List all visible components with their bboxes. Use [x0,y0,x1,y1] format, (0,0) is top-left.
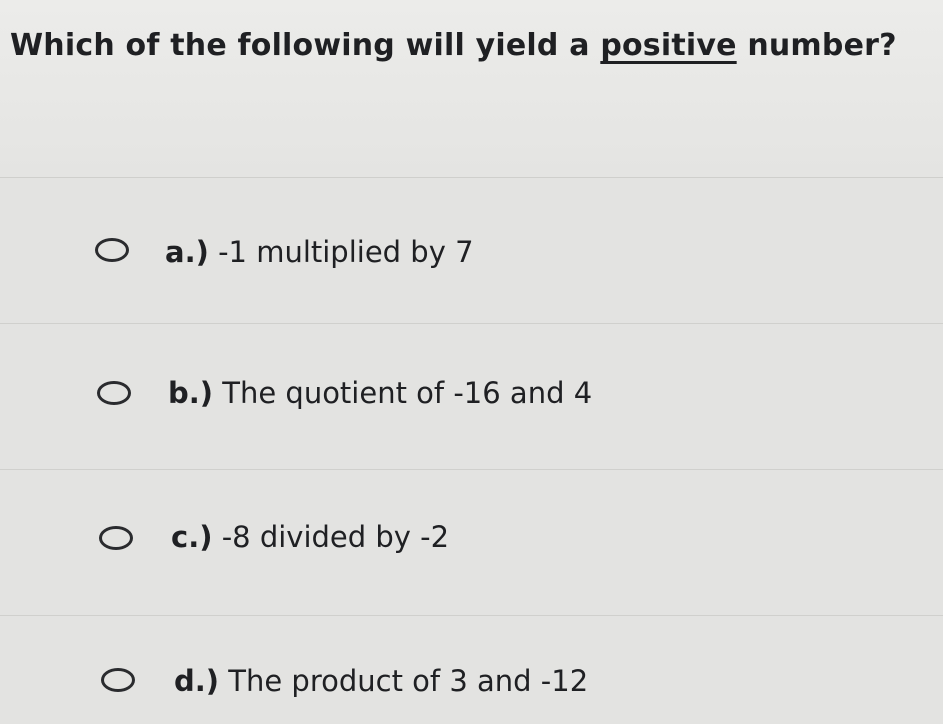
option-d-letter: d.) [174,664,220,698]
option-b[interactable] [0,324,943,470]
option-d-text: The product of 3 and -12 [228,664,589,698]
option-c-label [171,520,449,554]
option-b-letter: b.) [168,376,214,410]
radio-button-unchecked-icon[interactable] [99,526,133,550]
option-a-letter: a.) [165,235,209,269]
option-b-text: The quotient of -16 and 4 [222,376,593,410]
option-a-text: -1 multiplied by 7 [218,235,474,269]
option-b-label [168,376,592,410]
radio-button-unchecked-icon[interactable] [101,668,135,692]
option-c[interactable] [0,470,943,616]
question-emphasis: positive [600,28,737,63]
radio-button-unchecked-icon[interactable] [97,381,131,405]
option-d[interactable] [0,616,943,724]
answer-options [0,178,943,724]
radio-button-unchecked-icon[interactable] [95,238,129,262]
option-d-label [174,664,588,698]
option-a[interactable] [0,178,943,324]
option-c-text: -8 divided by -2 [221,520,450,554]
option-a-label [165,235,474,269]
question-prefix: Which of the following will yield a [10,28,601,63]
question-panel [0,0,943,178]
question-text [10,28,897,63]
option-c-letter: c.) [171,520,213,554]
question-suffix: number? [736,28,897,63]
